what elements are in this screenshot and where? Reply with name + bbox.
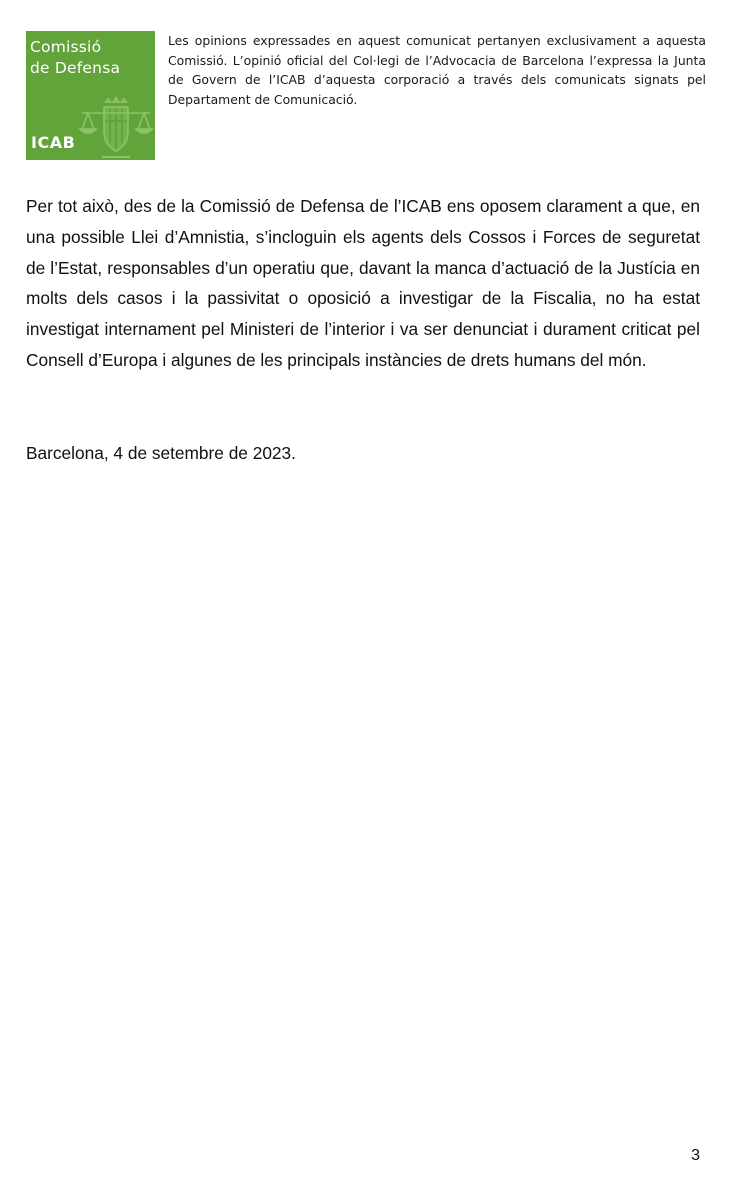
logo-title-line1: Comissió (30, 38, 102, 56)
page-number: 3 (691, 1147, 700, 1164)
disclaimer-text: Les opinions expressades en aquest comunicat pertanyen exclusivament a aquesta Comissió. L’opinió oficial del Col·legi de l’Advocacia de Barcelona l’expressa la Junta de Govern de l’ICAB d’aquesta corporació a través dels comunicats signats pel Departament de Comunicació. (168, 33, 706, 107)
comissio-defensa-logo (26, 31, 155, 160)
scales-of-justice-crest-icon (78, 91, 154, 160)
place-and-date: Barcelona, 4 de setembre de 2023. (26, 443, 296, 463)
body-paragraph: Per tot això, des de la Comissió de Defensa de l’ICAB ens oposem clarament a que, en una possible Llei d’Amnistia, s’incloguin els agents dels Cossos i Forces de seguretat de l’Estat, responsables d’un operatiu que, davant la manca d’actuació de la Justícia en molts dels casos i la passivitat o oposició a investigar de la Fiscalia, no ha estat investigat internament pel Ministeri de l’interior i va ser denunciat i durament criticat pel Consell d’Europa i algunes de les principals instàncies de drets humans del món. (26, 196, 700, 370)
logo-title-line2: de Defensa (30, 59, 121, 77)
document-header (26, 31, 706, 161)
logo-title (30, 37, 154, 79)
logo-acronym: ICAB (31, 133, 76, 152)
